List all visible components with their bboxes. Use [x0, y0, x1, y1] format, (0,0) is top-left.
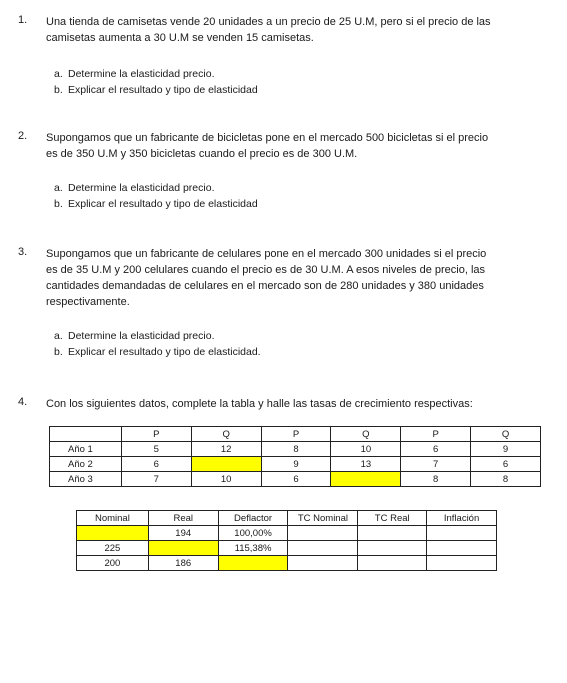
row-label: Año 2: [50, 457, 122, 472]
question-4: [18, 396, 538, 412]
column-header: TC Nominal: [288, 511, 358, 526]
table-cell: 7: [401, 457, 471, 472]
column-header: Real: [148, 511, 218, 526]
question-number: 1.: [18, 14, 28, 26]
subquestion: b. Explicar el resultado y tipo de elasticidad: [54, 198, 258, 210]
question-3: [18, 246, 538, 310]
column-header: P: [401, 427, 471, 442]
table-cell: 5: [121, 442, 191, 457]
table-row: [50, 442, 541, 457]
question-line: Supongamos que un fabricante de bicicletas pone en el mercado 500 bicicletas si el precio: [46, 132, 489, 144]
table-cell: 6: [401, 442, 471, 457]
table-cell: 6: [471, 457, 541, 472]
column-header: Q: [471, 427, 541, 442]
table-cell: 12: [191, 442, 261, 457]
column-header: P: [261, 427, 331, 442]
table-cell: [288, 526, 358, 541]
blank-answer-cell[interactable]: [218, 556, 288, 571]
question-line: camisetas aumenta a 30 U.M se venden 15 camisetas.: [46, 32, 314, 44]
column-header: Deflactor: [218, 511, 288, 526]
table-row: [77, 526, 497, 541]
table-cell: 225: [77, 541, 149, 556]
question-text: [46, 14, 538, 46]
subquestion: a. Determine la elasticidad precio.: [54, 68, 215, 80]
table-cell: 7: [121, 472, 191, 487]
question-1: [18, 14, 538, 46]
table-row: [50, 472, 541, 487]
table-header-row: [77, 511, 497, 526]
column-header: [50, 427, 122, 442]
table-cell: 115,38%: [218, 541, 288, 556]
table-cell: 8: [261, 442, 331, 457]
table-cell: [427, 556, 497, 571]
column-header: Q: [331, 427, 401, 442]
table-cell: 10: [331, 442, 401, 457]
table-cell: 6: [261, 472, 331, 487]
blank-answer-cell[interactable]: [148, 541, 218, 556]
table-cell: 9: [471, 442, 541, 457]
column-header: Nominal: [77, 511, 149, 526]
table-cell: [358, 526, 427, 541]
column-header: TC Real: [358, 511, 427, 526]
question-text: [46, 246, 538, 310]
subquestion: b. Explicar el resultado y tipo de elasticidad.: [54, 346, 261, 358]
column-header: P: [121, 427, 191, 442]
question-line: respectivamente.: [46, 296, 130, 308]
table-cell: [358, 556, 427, 571]
table-row: [77, 541, 497, 556]
table-cell: 9: [261, 457, 331, 472]
question-number: 2.: [18, 130, 28, 142]
question-line: Una tienda de camisetas vende 20 unidades a un precio de 25 U.M, pero si el precio de las: [46, 16, 491, 28]
question-line: es de 35 U.M y 200 celulares cuando el precio es de 30 U.M. A esos niveles de precio, las: [46, 264, 486, 276]
row-label: Año 1: [50, 442, 122, 457]
question-line: cantidades demandadas de celulares en el mercado son de 280 unidades y 380 unidades: [46, 280, 484, 292]
table-cell: 13: [331, 457, 401, 472]
row-label: Año 3: [50, 472, 122, 487]
table-cell: 200: [77, 556, 149, 571]
table-cell: 194: [148, 526, 218, 541]
table-cell: [358, 541, 427, 556]
question-text: [46, 396, 538, 412]
subquestion: a. Determine la elasticidad precio.: [54, 182, 215, 194]
question-line: es de 350 U.M y 350 bicicletas cuando el precio es de 300 U.M.: [46, 148, 358, 160]
table-cell: 8: [471, 472, 541, 487]
table-cell: [288, 541, 358, 556]
question-2: [18, 130, 538, 162]
blank-answer-cell[interactable]: [191, 457, 261, 472]
table-header-row: [50, 427, 541, 442]
table-row: [50, 457, 541, 472]
table-cell: 10: [191, 472, 261, 487]
table-cell: 8: [401, 472, 471, 487]
subquestion: a. Determine la elasticidad precio.: [54, 330, 215, 342]
question-line: Con los siguientes datos, complete la tabla y halle las tasas de crecimiento respectivas:: [46, 398, 473, 410]
question-number: 4.: [18, 396, 28, 408]
subquestion: b. Explicar el resultado y tipo de elasticidad: [54, 84, 258, 96]
question-number: 3.: [18, 246, 28, 258]
table-row: [77, 556, 497, 571]
column-header: Q: [191, 427, 261, 442]
table-cell: [288, 556, 358, 571]
table-cell: 186: [148, 556, 218, 571]
column-header: Inflación: [427, 511, 497, 526]
price-quantity-table: [49, 426, 541, 487]
question-text: [46, 130, 538, 162]
blank-answer-cell[interactable]: [77, 526, 149, 541]
growth-rates-table: [76, 510, 497, 571]
table-cell: 100,00%: [218, 526, 288, 541]
question-line: Supongamos que un fabricante de celulares pone en el mercado 300 unidades si el precio: [46, 248, 487, 260]
table-cell: [427, 526, 497, 541]
table-cell: [427, 541, 497, 556]
table-cell: 6: [121, 457, 191, 472]
blank-answer-cell[interactable]: [331, 472, 401, 487]
